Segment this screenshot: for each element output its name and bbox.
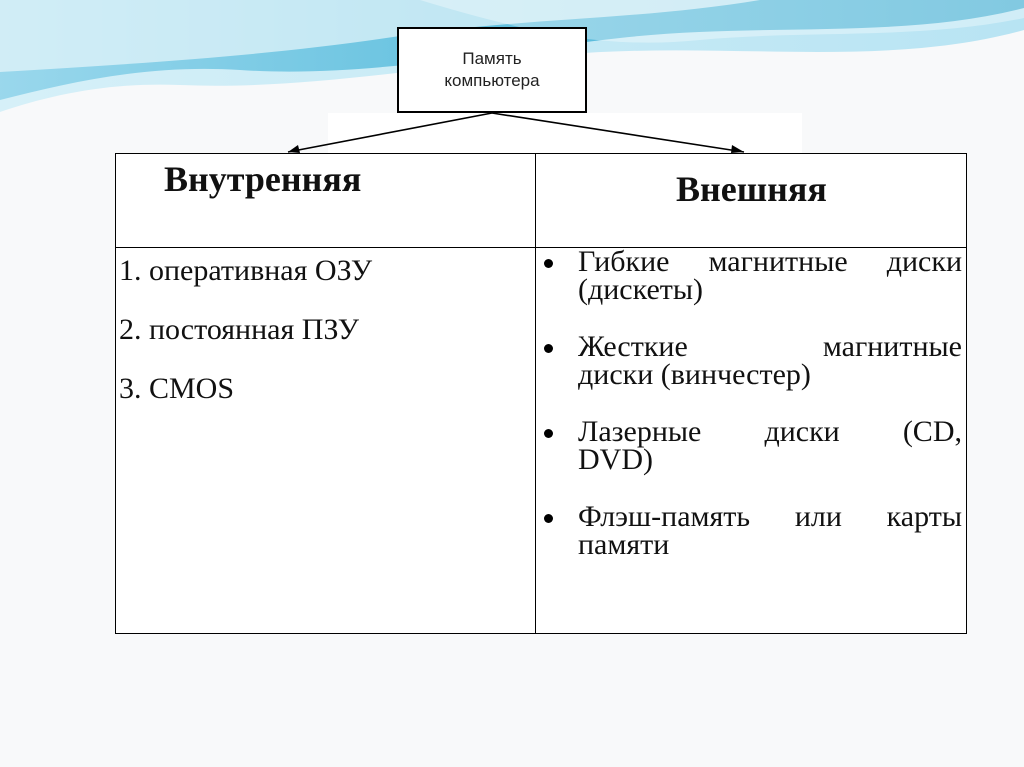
bullet-icon: [544, 514, 553, 523]
external-item-line: Гибкие магнитные диски: [578, 245, 962, 278]
root-label-line-2: компьютера: [444, 71, 540, 90]
internal-item-cmos: 3. CMOS: [119, 372, 235, 405]
table-header-row: [116, 154, 967, 248]
internal-item-ram: 1. оперативная ОЗУ: [119, 254, 373, 287]
external-item-optical: [536, 415, 962, 476]
external-item-line: памяти: [578, 528, 670, 561]
external-item-line: DVD): [578, 443, 653, 476]
memory-root-box: [397, 27, 587, 113]
external-item-line: (дискеты): [578, 273, 704, 306]
external-item-line: Лазерные диски (CD,: [578, 415, 962, 448]
internal-list: [116, 248, 536, 634]
external-item-flash: [536, 500, 962, 561]
external-item-line: Жесткие магнитные: [578, 330, 962, 363]
arrowhead-internal: [288, 145, 300, 153]
external-item-line: диски (винчестер): [578, 358, 811, 391]
external-item-line: Флэш-память или карты: [578, 500, 962, 533]
internal-header: Внутренняя: [116, 154, 536, 248]
table-body-row: [116, 248, 967, 634]
bullet-icon: [544, 259, 553, 268]
external-item-floppy: [536, 245, 962, 306]
external-list: [536, 245, 967, 634]
arrow-backdrop: [328, 113, 802, 155]
memory-types-table: [115, 153, 967, 634]
internal-item-rom: 2. постоянная ПЗУ: [119, 313, 359, 346]
root-label-line-1: Память: [462, 49, 522, 68]
external-item-hdd: [536, 330, 962, 391]
bullet-icon: [544, 429, 553, 438]
bullet-icon: [544, 344, 553, 353]
external-header: Внешняя: [536, 154, 967, 248]
